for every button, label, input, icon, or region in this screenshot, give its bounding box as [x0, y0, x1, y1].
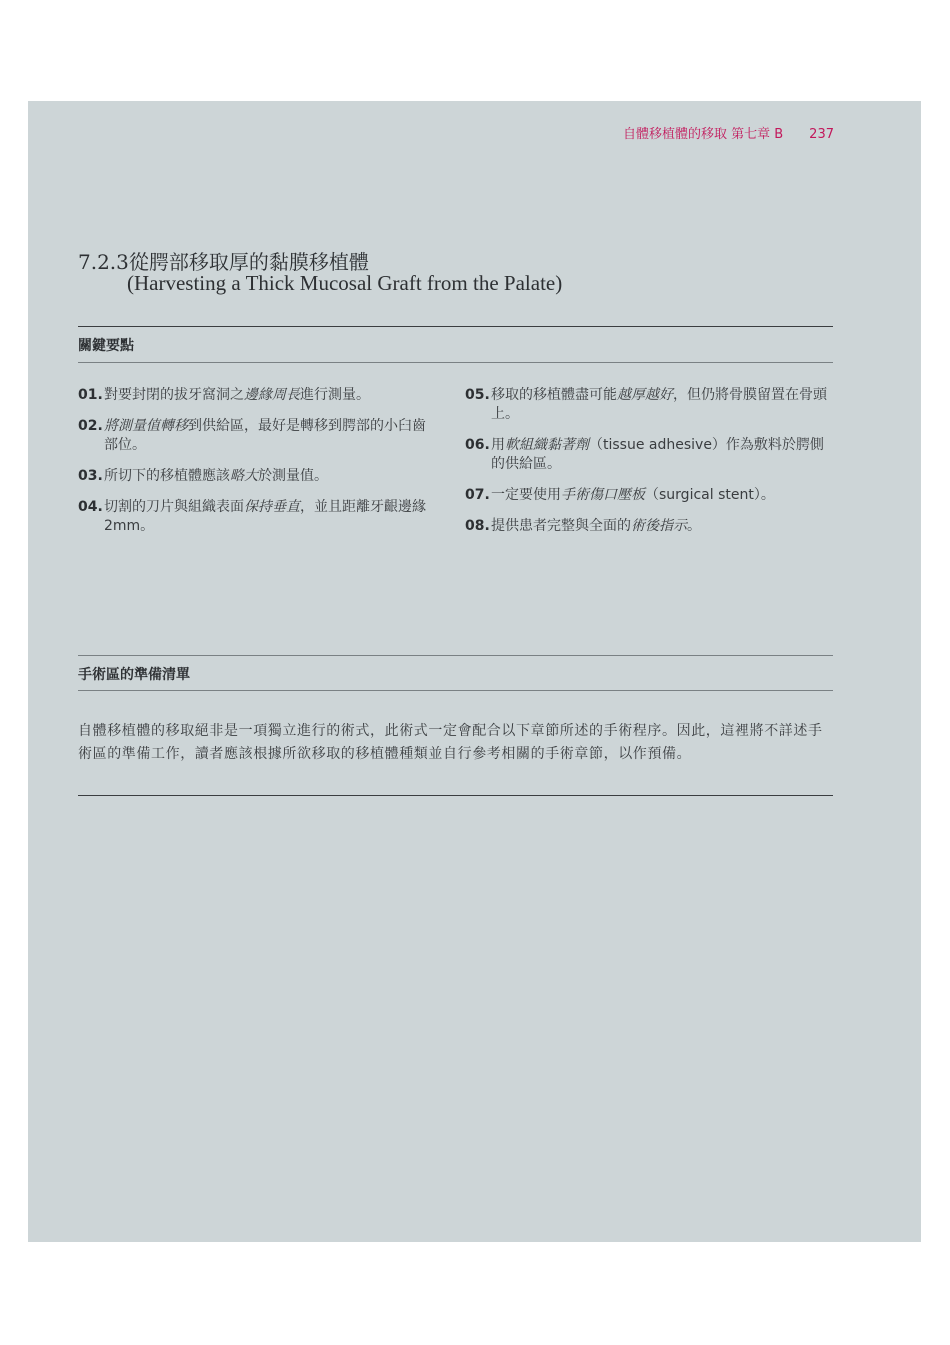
key-point-number: 08.	[465, 518, 490, 534]
key-point-item	[78, 467, 438, 486]
prep-checklist-text: 自體移植體的移取絕非是一項獨立進行的術式，此術式一定會配合以下章節所述的手術程序。因此，這裡將不詳述手術區的準備工作，讀者應該根據所欲移取的移植體種類並自行參考相關的手術章節，以作預備。	[78, 723, 823, 762]
key-point-text: （tissue adhesive）作為敷料於腭側的供給區。	[491, 437, 824, 472]
prep-checklist-heading: 手術區的準備清單	[78, 667, 190, 683]
key-point-number: 01.	[78, 387, 103, 403]
key-point-number: 04.	[78, 499, 103, 515]
page-number: 237	[809, 127, 834, 142]
emphasis-text: 軟組織黏著劑	[505, 437, 589, 453]
key-point-number: 02.	[78, 418, 103, 434]
key-point-text: 對要封閉的拔牙窩洞之	[104, 387, 244, 403]
key-point-text: 於測量值。	[258, 468, 328, 484]
emphasis-text: 將測量值轉移	[104, 418, 188, 434]
key-point-item	[78, 417, 438, 455]
key-point-item	[465, 486, 835, 505]
key-point-text: 。	[687, 518, 701, 534]
key-point-text: 用	[491, 437, 505, 453]
divider	[78, 362, 833, 363]
emphasis-text: 術後指示	[631, 518, 687, 534]
key-point-text: ，並且距離牙齦邊緣2mm。	[104, 499, 426, 534]
key-points-column-left	[78, 386, 438, 548]
key-point-text: 所切下的移植體應該	[104, 468, 230, 484]
emphasis-text: 略大	[230, 468, 258, 484]
chapter-label: 自體移植體的移取 第七章 B	[622, 127, 784, 142]
key-point-text: 到供給區，最好是轉移到腭部的小臼齒部位。	[104, 418, 426, 453]
key-point-text: （surgical stent）。	[645, 487, 775, 503]
key-point-number: 03.	[78, 468, 103, 484]
key-point-number: 07.	[465, 487, 490, 503]
running-header	[540, 123, 834, 142]
key-point-item	[465, 386, 835, 424]
key-point-item	[465, 517, 835, 536]
key-point-text: 提供患者完整與全面的	[491, 518, 631, 534]
key-point-item	[78, 386, 438, 405]
divider	[78, 795, 833, 796]
key-point-item	[78, 498, 438, 536]
key-points-heading: 關鍵要點	[78, 338, 134, 354]
divider	[78, 690, 833, 691]
key-point-number: 06.	[465, 437, 490, 453]
key-point-item	[465, 436, 835, 474]
key-point-text: 一定要使用	[491, 487, 561, 503]
divider	[78, 326, 833, 327]
emphasis-text: 手術傷口壓板	[561, 487, 645, 503]
section-title: 7.2.3從腭部移取厚的黏膜移植體	[78, 250, 369, 274]
key-point-number: 05.	[465, 387, 490, 403]
key-point-text: 切割的刀片與組織表面	[104, 499, 244, 515]
key-point-text: ，但仍將骨膜留置在骨頭上。	[491, 387, 827, 422]
key-point-text: 進行測量。	[300, 387, 370, 403]
key-point-text: 移取的移植體盡可能	[491, 387, 617, 403]
section-subtitle-english: (Harvesting a Thick Mucosal Graft from the Palate)	[127, 271, 563, 295]
key-points-column-right	[465, 386, 835, 548]
emphasis-text: 保持垂直	[244, 499, 300, 515]
divider	[78, 655, 833, 656]
emphasis-text: 越厚越好	[617, 387, 673, 403]
emphasis-text: 邊緣周長	[244, 387, 300, 403]
